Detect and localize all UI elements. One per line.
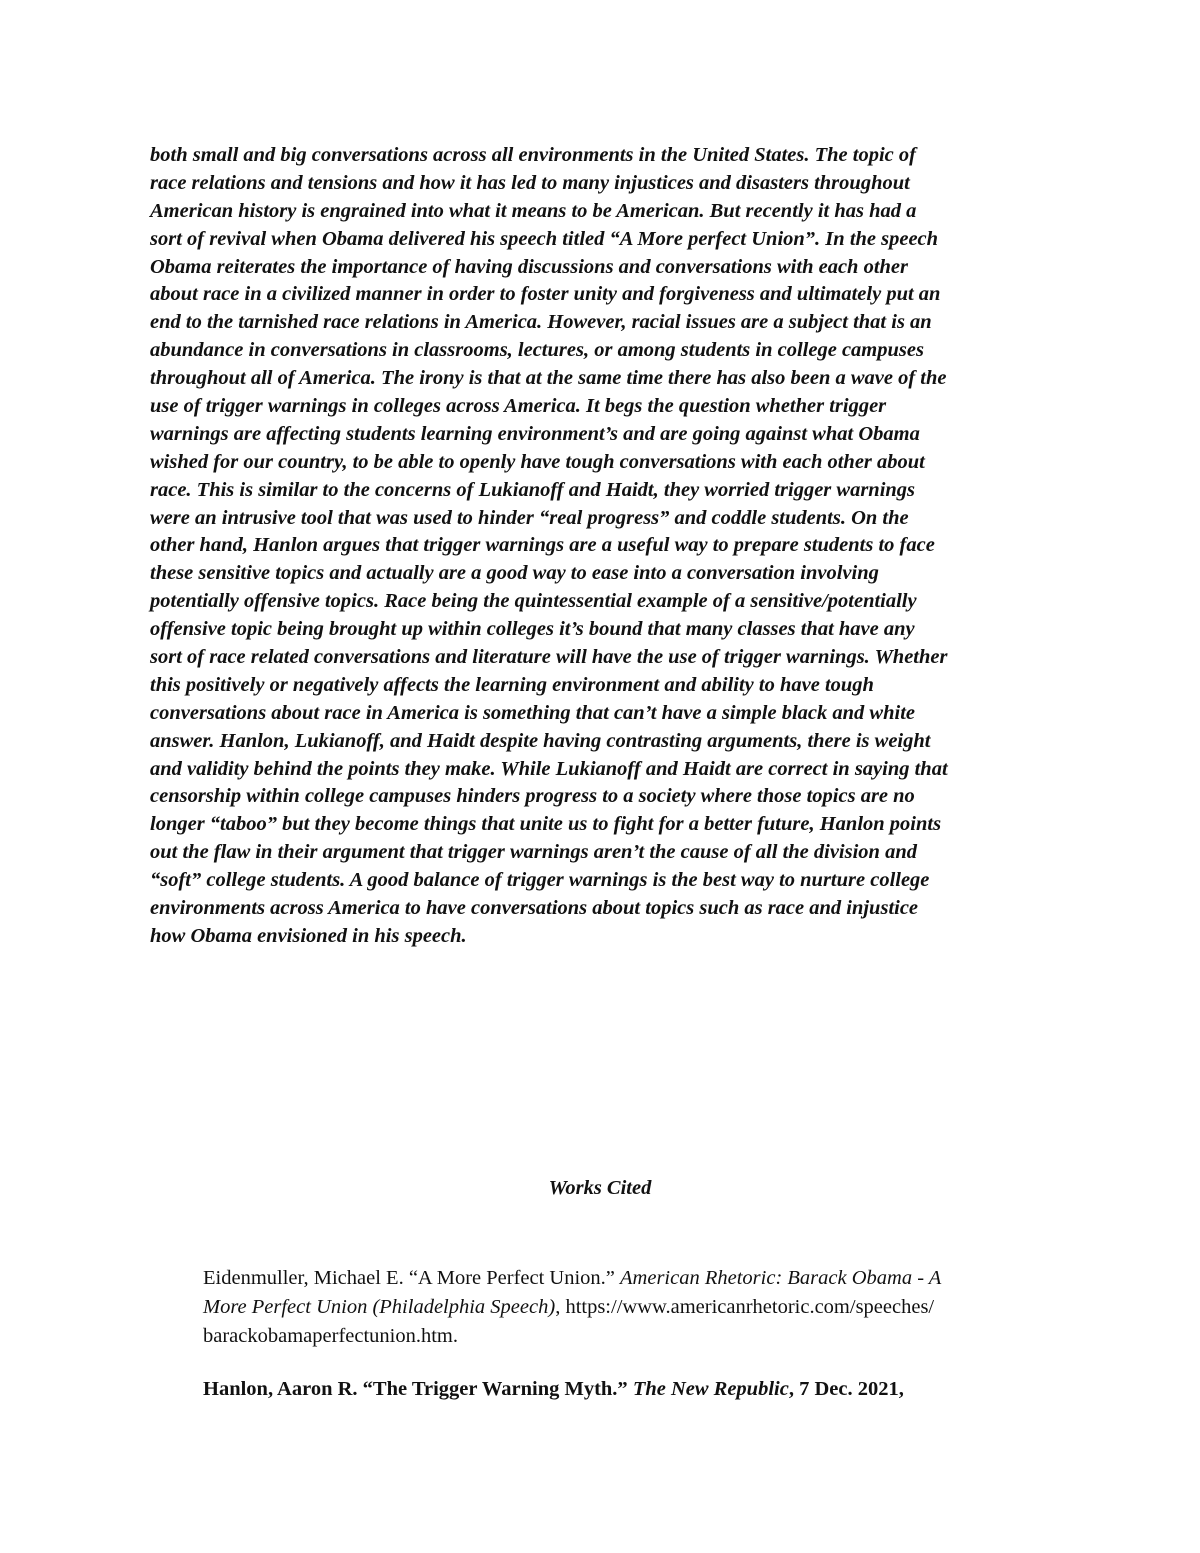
citation-publication: The New Republic (632, 1378, 789, 1400)
essay-line: abundance in conversations in classrooms, lectures, or among students in college campuses (150, 339, 924, 362)
essay-line: end to the tarnished race relations in America. However, racial issues are a subject that is an (150, 311, 932, 334)
essay-line: race. This is similar to the concerns of Lukianoff and Haidt, they worried trigger warnings (150, 478, 916, 501)
essay-line: use of trigger warnings in colleges across America. It begs the question whether trigger (150, 395, 887, 418)
essay-line: censorship within college campuses hinders progress to a society where those topics are no (150, 785, 915, 808)
essay-line: potentially offensive topics. Race being the quintessential example of a sensitive/potentially (150, 590, 917, 613)
citation-line (203, 1293, 1103, 1322)
essay-line: longer “taboo” but they become things that unite us to fight for a better future, Hanlon points (150, 813, 942, 836)
essay-line: race relations and tensions and how it has led to many injustices and disasters throughout (150, 171, 910, 194)
essay-line: wished for our country, to be able to openly have tough conversations with each other about (150, 450, 925, 473)
citation-entry-eidenmuller (203, 1264, 1103, 1351)
citation-date: , 7 Dec. 2021, (788, 1378, 904, 1400)
essay-line: environments across America to have conversations about topics such as race and injustice (150, 897, 919, 920)
citation-line (203, 1322, 1103, 1351)
works-cited-heading: Works Cited (548, 1177, 652, 1199)
essay-line: warnings are affecting students learning environment’s and are going against what Obama (150, 422, 920, 445)
essay-line: both small and big conversations across all environments in the United States. The topic of (150, 144, 916, 166)
essay-line: other hand, Hanlon argues that trigger warnings are a useful way to prepare students to face (150, 534, 935, 557)
essay-line: Obama reiterates the importance of having discussions and conversations with each other (150, 255, 908, 278)
citation-url: , https://www.americanrhetoric.com/speeches/ (555, 1296, 935, 1318)
citation-source-title: American Rhetoric: Barack Obama - A (620, 1267, 942, 1289)
essay-line: conversations about race in America is something that can’t have a simple black and white (150, 701, 915, 724)
citation-url-cont: barackobamaperfectunion.htm. (203, 1325, 458, 1347)
citation-entry-hanlon (203, 1375, 1103, 1404)
essay-line: sort of revival when Obama delivered his speech titled “A More perfect Union”. In the speech (150, 227, 939, 250)
essay-line: this positively or negatively affects the learning environment and ability to have tough (150, 673, 874, 696)
essay-line: how Obama envisioned in his speech. (150, 924, 467, 947)
citation-source-title-cont: More Perfect Union (Philadelphia Speech) (203, 1296, 556, 1318)
citation-author-title: Hanlon, Aaron R. “The Trigger Warning Myth.” (203, 1378, 633, 1400)
essay-line: offensive topic being brought up within colleges it’s bound that many classes that have any (150, 618, 915, 641)
essay-line: these sensitive topics and actually are a good way to ease into a conversation involving (150, 562, 879, 585)
essay-line: “soft” college students. A good balance of trigger warnings is the best way to nurture college (150, 869, 930, 892)
essay-line: American history is engrained into what it means to be American. But recently it has had a (150, 199, 917, 222)
citation-author-title: Eidenmuller, Michael E. “A More Perfect Union.” (203, 1267, 621, 1289)
essay-line: sort of race related conversations and literature will have the use of trigger warnings. Whether (150, 646, 948, 669)
essay-body (150, 142, 1050, 951)
essay-line: and validity behind the points they make. While Lukianoff and Haidt are correct in saying that (150, 757, 948, 780)
essay-line: out the flaw in their argument that trigger warnings aren’t the cause of all the division and (150, 841, 917, 864)
citation-line (203, 1264, 1103, 1293)
essay-line: about race in a civilized manner in order to foster unity and forgiveness and ultimately put an (150, 283, 941, 306)
essay-line: answer. Hanlon, Lukianoff, and Haidt despite having contrasting arguments, there is weight (150, 729, 931, 752)
essay-line: throughout all of America. The irony is that at the same time there has also been a wave of the (150, 367, 947, 390)
essay-line: were an intrusive tool that was used to hinder “real progress” and coddle students. On the (150, 506, 909, 529)
